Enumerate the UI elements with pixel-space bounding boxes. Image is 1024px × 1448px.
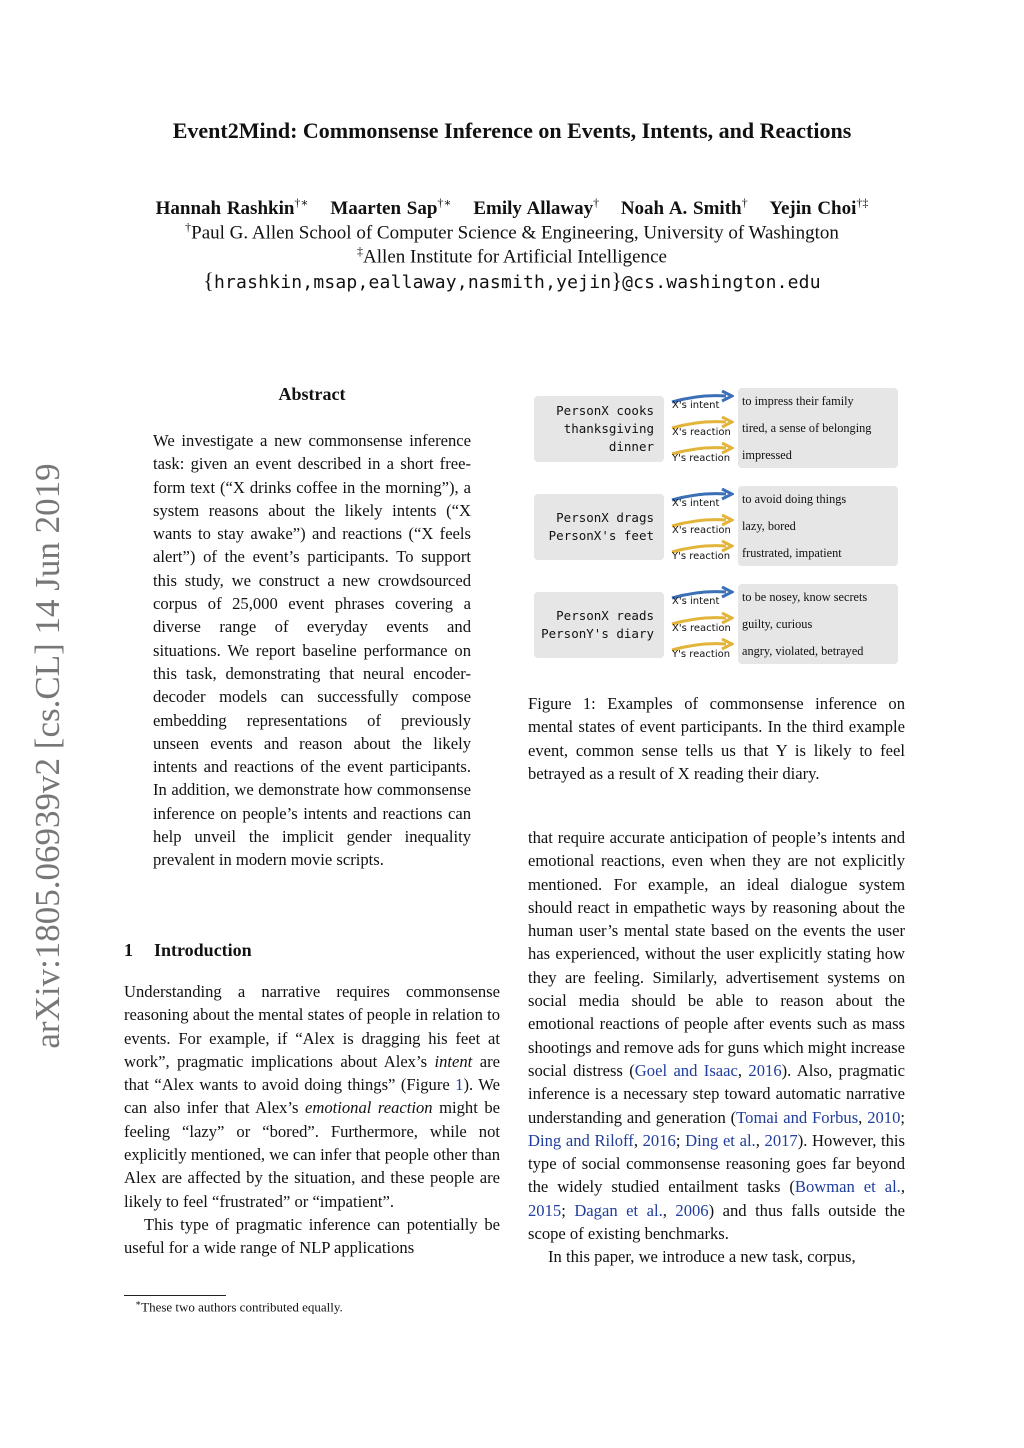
citation-link[interactable]: 2015	[528, 1200, 562, 1220]
footnote-divider	[124, 1295, 226, 1296]
figure-caption: Figure 1: Examples of commonsense inference on mental states of event participants. In the third example event, common sense tells us that Y is likely to feel betrayed as a result of X reading their diary.	[528, 694, 905, 783]
arrow-label: X's intent	[672, 498, 720, 509]
event-box: PersonX cooks thanksgiving dinner	[534, 396, 664, 462]
arrow-label: X's intent	[672, 596, 720, 607]
citation-link[interactable]: Tomai and Forbus	[736, 1107, 859, 1127]
paragraph: This type of pragmatic inference can potentially be useful for a wide range of NLP applications	[124, 1214, 500, 1258]
author: Emily Allaway†	[473, 196, 600, 220]
paragraph: In this paper, we introduce a new task, corpus,	[548, 1247, 856, 1267]
citation-link[interactable]: Dagan et al.	[574, 1200, 663, 1220]
citation-link[interactable]: 2006	[675, 1200, 709, 1220]
author: Maarten Sap†∗	[330, 196, 452, 220]
arrow-label: Y's reaction	[672, 649, 731, 660]
citation-link[interactable]: 2010	[867, 1107, 901, 1127]
citation-link[interactable]: Goel and Isaac	[634, 1060, 738, 1080]
paragraph: Understanding a narrative requires commonsense reasoning about the mental states of people in relation to events. For example, if “Alex is dragging his feet at work”, pragmatic implications about Alex’s intent are that “Alex wants to avoid doing things” (Figure 1). We can also infer that Alex’s emotional reaction might be feeling “lazy” or “bored”. Furthermore, while not explicitly mentioned, we can infer that people other than Alex are affected by the situation, and these people are likely to feel “frustrated” or “impatient”.	[124, 982, 500, 1211]
inference-text: to avoid doing things	[742, 492, 847, 506]
figure-row	[534, 388, 900, 468]
citation-link[interactable]: 2016	[748, 1060, 782, 1080]
arrow-label: X's reaction	[672, 525, 731, 536]
arrow-label: X's reaction	[672, 427, 731, 438]
author-list	[0, 196, 1024, 220]
paper-title: Event2Mind: Commonsense Inference on Events, Intents, and Reactions	[172, 118, 852, 143]
abstract-text: We investigate a new commonsense inference task: given an event described in a short free-form text (“X drinks coffee in the morning”), a system reasons about the likely intents (“X wants to stay awake”) and reactions (“X feels alert”) of the event’s participants. To support this study, we construct a new crowdsourced corpus of 25,000 event phrases covering a diverse range of everyday events and situations. We report baseline performance on this task, demonstrating that neural encoder-decoder models can successfully compose embedding representations of previously unseen events and reason about the likely intents and reactions of the event participants. In addition, we demonstrate how commonsense inference on people’s intents and reactions can help unveil the implicit gender inequality prevalent in modern movie scripts.	[153, 431, 471, 870]
inference-text: to impress their family	[742, 394, 854, 408]
inference-text: impressed	[742, 448, 792, 462]
author: Yejin Choi†‡	[769, 196, 869, 220]
inference-text: guilty, curious	[742, 617, 813, 631]
citation-link[interactable]: 2017	[764, 1130, 798, 1150]
citation-link[interactable]: Ding et al.	[685, 1130, 756, 1150]
author: Noah A. Smith†	[620, 196, 748, 220]
citation-link[interactable]: Ding and Riloff	[528, 1130, 634, 1150]
inference-text: to be nosey, know secrets	[742, 590, 868, 604]
affiliation-ai2: ‡Allen Institute for Artificial Intelligence	[357, 244, 667, 268]
inference-text: tired, a sense of belonging	[742, 421, 872, 435]
citation-link[interactable]: Bowman et al.	[794, 1177, 901, 1197]
abstract-heading: Abstract	[278, 384, 346, 404]
figure-row	[534, 584, 900, 664]
event-box: PersonX drags PersonX's feet	[534, 494, 664, 560]
paragraph: that require accurate anticipation of people’s intents and emotional reactions, even when they are not explicitly mentioned. For example, an ideal dialogue system should react in empathetic ways by reasoning about the human user’s mental state based on the events the user has experienced, without the user explicitly stating how they are feeling. Similarly, advertisement systems on social media should be able to reason about the emotional reactions of people after events such as mass shootings and remove ads for guns which might increase social distress (Goel and Isaac, 2016). Also, pragmatic inference is a necessary step toward automatic narrative understanding and generation (Tomai and Forbus, 2010; Ding and Riloff, 2016; Ding et al., 2017). However, this type of social commonsense reasoning goes far beyond the widely studied entailment tasks (Bowman et al., 2015; Dagan et al., 2006) and thus falls outside the scope of existing benchmarks.	[528, 828, 906, 1244]
inference-text: lazy, bored	[742, 519, 796, 533]
figure-row	[534, 486, 900, 566]
figure-link[interactable]: 1	[455, 1075, 464, 1095]
author: Hannah Rashkin†∗	[155, 196, 309, 220]
section-heading-introduction: 1 Introduction	[124, 940, 252, 960]
arrow-label: Y's reaction	[672, 453, 731, 464]
arrow-label: X's reaction	[672, 623, 731, 634]
arrow-label: X's intent	[672, 400, 720, 411]
footnote: ∗These two authors contributed equally.	[135, 1298, 343, 1315]
author-emails: {hrashkin,msap,eallaway,nasmith,yejin}@cs.washington.edu	[203, 268, 821, 293]
inference-text: frustrated, impatient	[742, 546, 842, 560]
inference-text: angry, violated, betrayed	[742, 644, 864, 658]
introduction-text	[124, 980, 500, 1260]
arxiv-stamp	[28, 456, 68, 1056]
right-column-text	[528, 826, 905, 1269]
arxiv-id: arXiv:1805.06939v2 [cs.CL] 14 Jun 2019	[28, 463, 67, 1049]
event-box: PersonX reads PersonY's diary	[534, 592, 664, 658]
affiliation-uw: †Paul G. Allen School of Computer Science & Engineering, University of Washington	[185, 220, 839, 244]
citation-link[interactable]: 2016	[642, 1130, 676, 1150]
arrow-label: Y's reaction	[672, 551, 731, 562]
